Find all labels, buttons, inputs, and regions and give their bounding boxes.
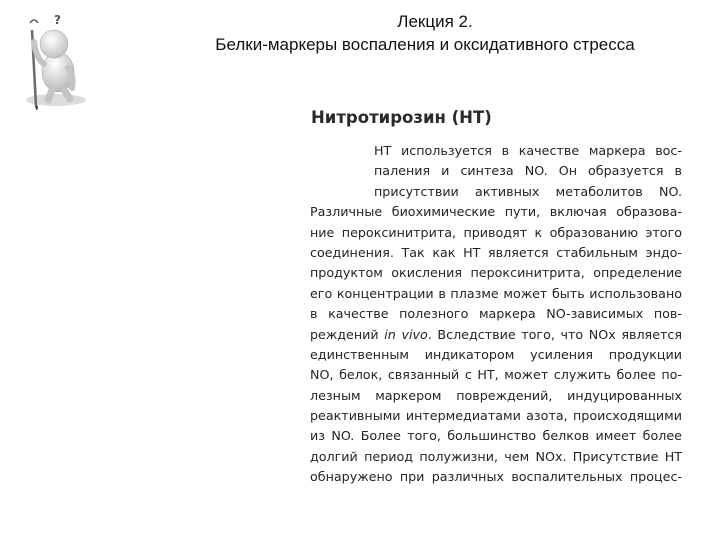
text-line: паления и синтеза NO. Он образуется в xyxy=(374,163,682,179)
text-line: присутствии активных метаболитов NO. xyxy=(374,183,682,199)
text-line: из NO. Более того, большинство белков имеет более xyxy=(310,428,682,444)
text-line: обнаружено при различных воспалительных процес- xyxy=(310,469,682,485)
text-line: NO, белок, связанный с НТ, может служить более по- xyxy=(310,367,682,383)
text-line: реактивными интермедиатами азота, происходящими xyxy=(310,408,682,424)
text-line: единственным индикатором усиления продукции xyxy=(310,346,682,362)
text-line: лезным маркером повреждений, индуцированных xyxy=(310,387,682,403)
lecture-number: Лекция 2. xyxy=(397,12,473,31)
text-line: долгий период полужизни, чем NOx. Присутствие НТ xyxy=(310,448,682,464)
text-line: реждений in vivo. Вследствие того, что NOx является xyxy=(310,326,682,342)
text-line: в качестве полезного маркера NO-зависимых пов- xyxy=(310,306,682,322)
text-line: Различные биохимические пути, включая образова- xyxy=(310,204,682,220)
text-line: соединения. Так как НТ является стабильным эндо- xyxy=(310,244,682,260)
text-line: его концентрации в плазме может быть использовано xyxy=(310,285,682,301)
svg-text:?: ? xyxy=(54,13,61,27)
slide-header xyxy=(0,10,720,56)
lecture-title: Белки-маркеры воспаления и оксидативного стресса xyxy=(215,35,635,54)
text-line: продуктом окисления пероксинитрита, определение xyxy=(310,265,682,281)
text-line: ние пероксинитрита, приводят к образованию этого xyxy=(310,224,682,240)
text-line: НТ используется в качестве маркера вос- xyxy=(374,143,682,158)
section-title: Нитротирозин (НТ) xyxy=(311,108,492,127)
thinking-person-with-pencil-icon xyxy=(18,8,98,110)
section-body xyxy=(310,141,682,488)
